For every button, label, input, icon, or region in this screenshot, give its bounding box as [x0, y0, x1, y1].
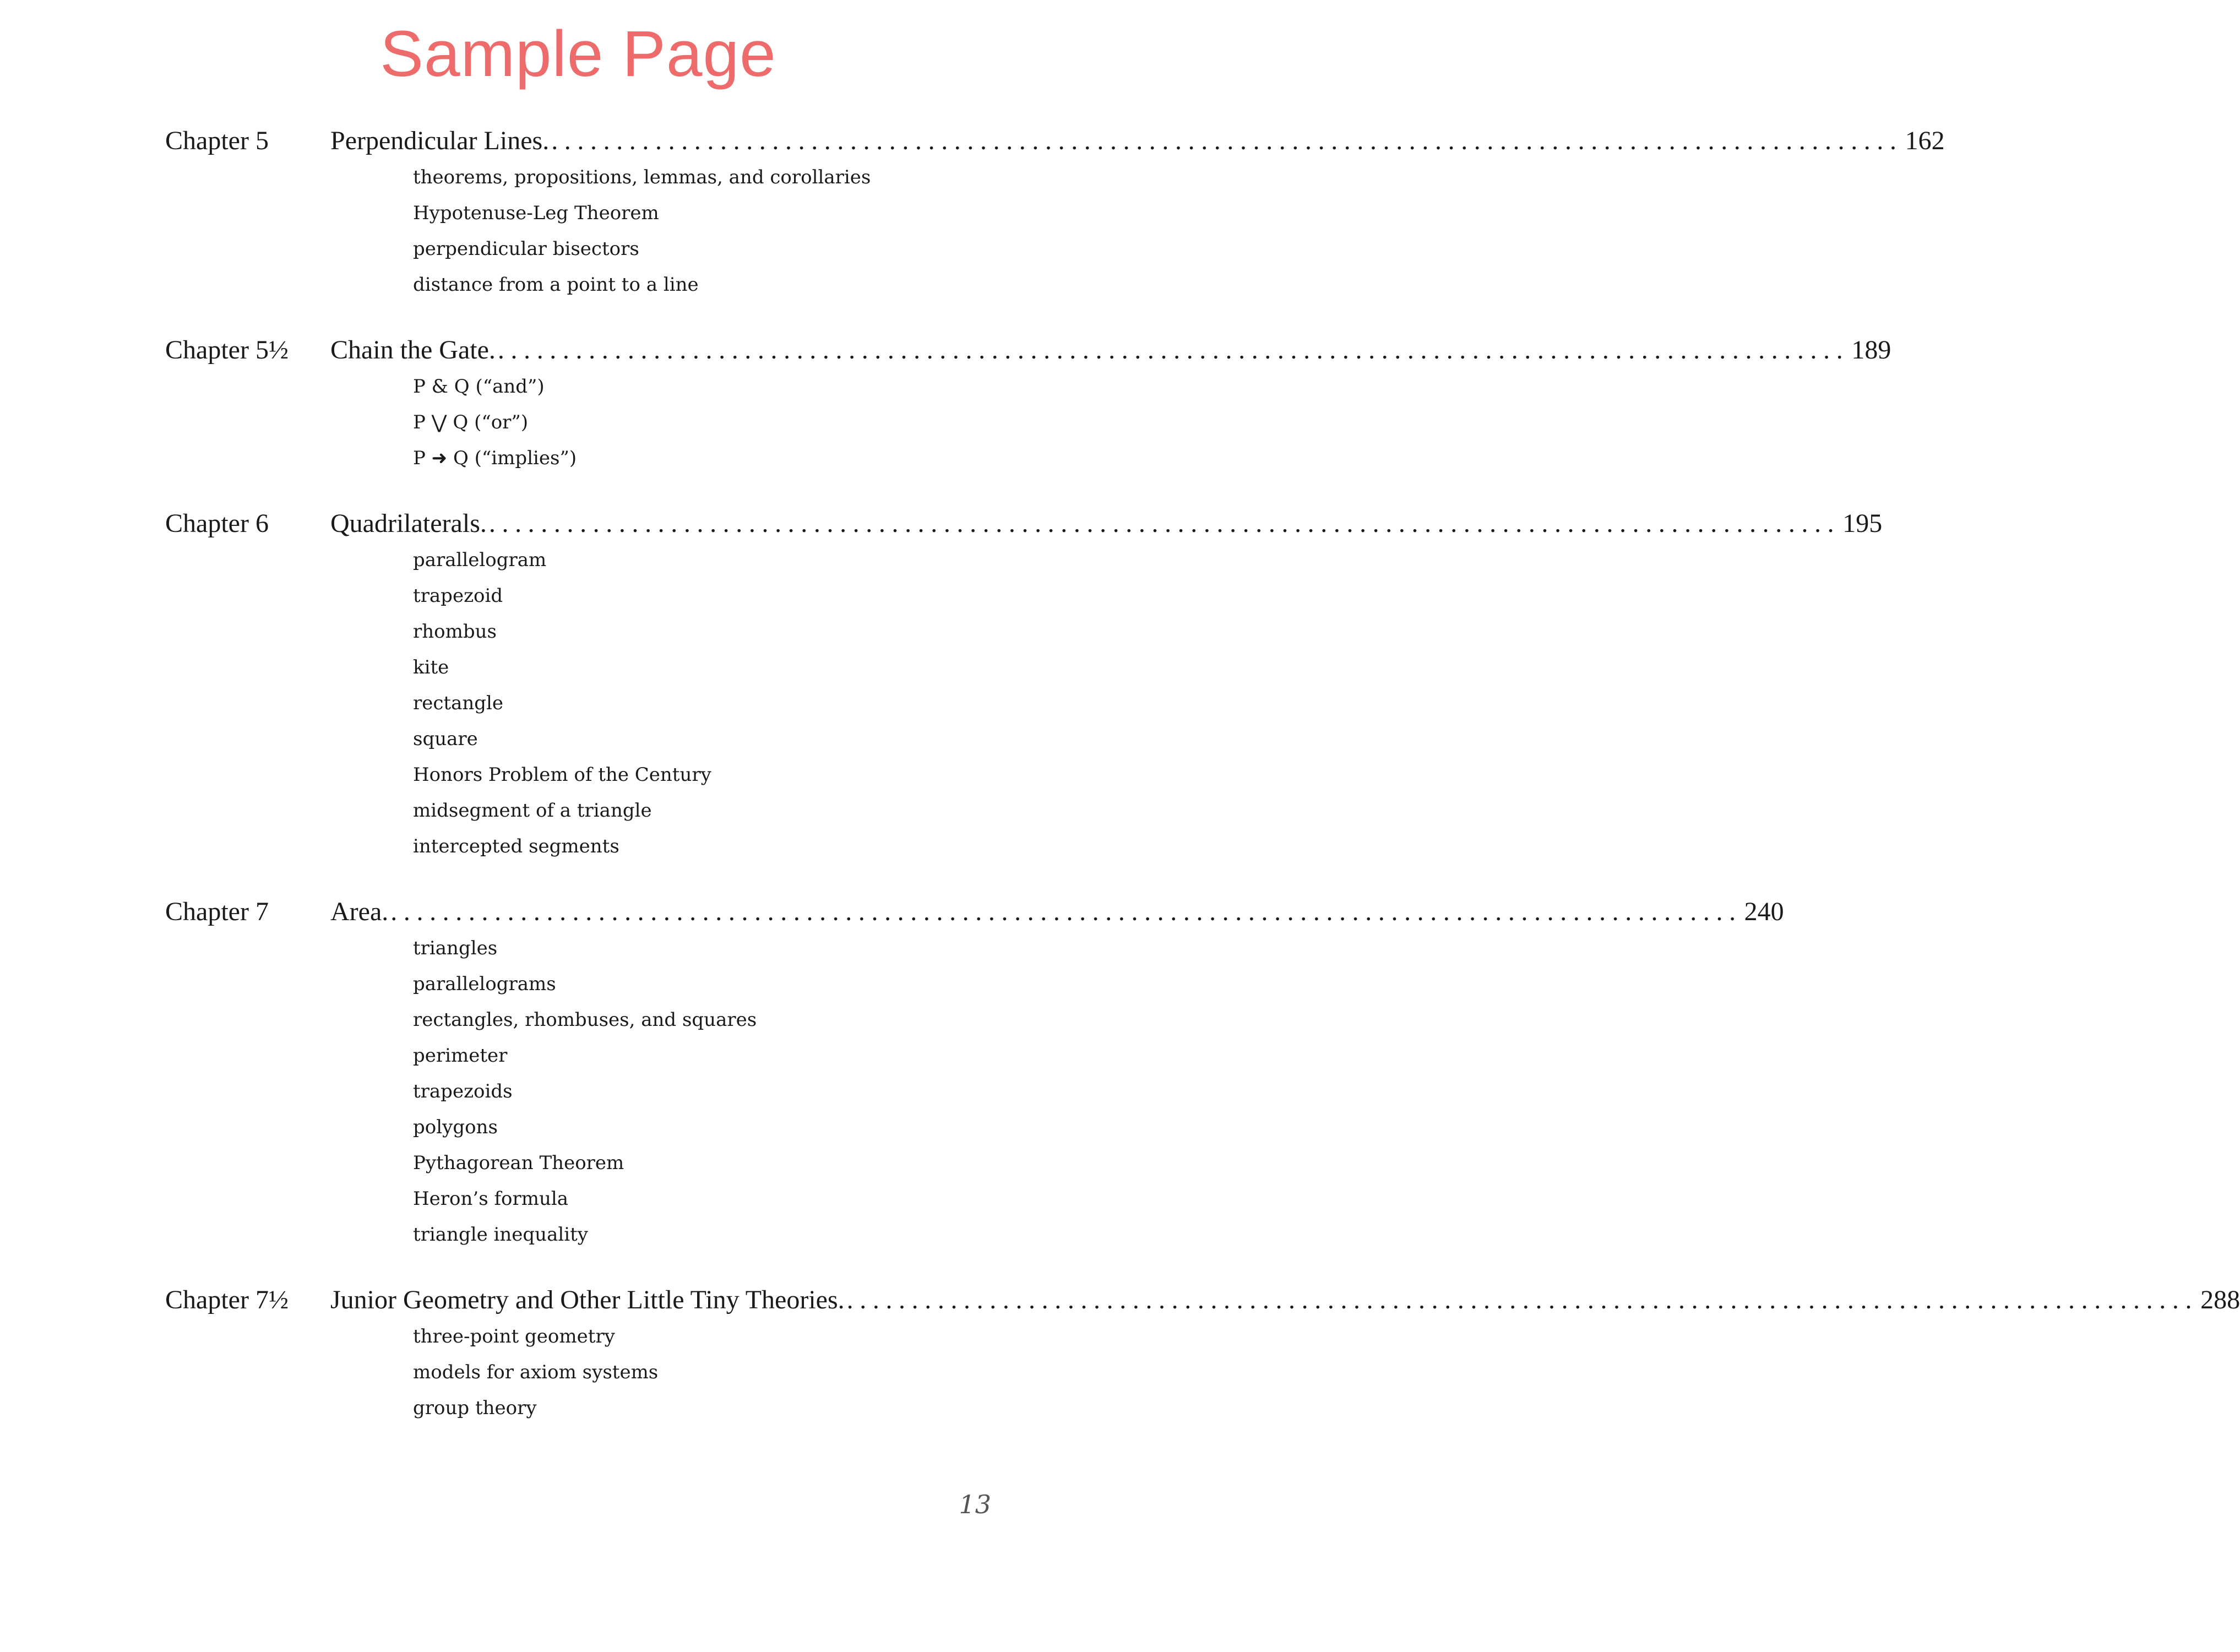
topic-item: P ⋁ Q (“or”) — [413, 411, 529, 433]
chapter-row[interactable] — [165, 332, 1891, 369]
chapter-entry — [330, 122, 1945, 160]
topic-item: perpendicular bisectors — [413, 238, 639, 260]
chapter-title: Quadrilaterals. — [330, 509, 487, 538]
topic-item: parallelograms — [413, 973, 556, 995]
topic-list — [165, 931, 991, 1253]
dot-leader: ........................................................................................................ — [488, 509, 1841, 538]
chapter-title: Chain the Gate. — [330, 335, 496, 365]
topic-item: rhombus — [413, 621, 497, 643]
topic-item: group theory — [413, 1397, 537, 1419]
chapter-row[interactable] — [165, 505, 1883, 542]
topic-item: kite — [413, 656, 449, 678]
chapter-title: Junior Geometry and Other Little Tiny Theories. — [330, 1285, 845, 1314]
dot-leader: ........................................................................................................ — [551, 126, 1903, 155]
topic-item: midsegment of a triangle — [413, 800, 652, 822]
topic-list — [165, 369, 991, 476]
topic-item: rectangle — [413, 692, 504, 714]
chapter-label: Chapter 6 — [165, 509, 269, 538]
chapter-page-number: 195 — [1842, 509, 1883, 538]
topic-item: P ➜ Q (“implies”) — [413, 447, 577, 469]
chapter-row[interactable] — [165, 893, 1784, 931]
topic-list — [165, 1319, 991, 1426]
chapter-6 — [165, 505, 1883, 865]
topic-list — [165, 160, 991, 303]
chapter-title: Perpendicular Lines. — [330, 126, 550, 155]
topic-item: intercepted segments — [413, 835, 619, 857]
topic-item: Pythagorean Theorem — [413, 1152, 624, 1174]
chapter-row[interactable] — [165, 122, 1945, 160]
table-of-contents — [165, 122, 2240, 1455]
chapter-5-half — [165, 332, 1891, 476]
chapter-page-number: 240 — [1744, 897, 1784, 926]
topic-item: triangle inequality — [413, 1224, 588, 1246]
topic-item: rectangles, rhombuses, and squares — [413, 1009, 757, 1031]
page-number: 13 — [959, 1490, 991, 1519]
chapter-entry — [330, 1281, 2240, 1319]
topic-item: perimeter — [413, 1045, 508, 1067]
topic-item: models for axiom systems — [413, 1361, 659, 1383]
topic-item: trapezoid — [413, 585, 503, 607]
chapter-label: Chapter 5 — [165, 126, 269, 155]
topic-item: parallelogram — [413, 549, 547, 571]
chapter-label: Chapter 5½ — [165, 335, 289, 365]
chapter-entry — [330, 505, 1883, 542]
chapter-label: Chapter 7½ — [165, 1285, 289, 1314]
dot-leader: ........................................................................................................ — [497, 335, 1850, 365]
dot-leader: ........................................................................................................ — [390, 897, 1742, 926]
chapter-label: Chapter 7 — [165, 897, 269, 926]
chapter-row[interactable] — [165, 1281, 2240, 1319]
topic-item: three-point geometry — [413, 1325, 615, 1347]
chapter-page-number: 288 — [2200, 1285, 2240, 1314]
topic-item: polygons — [413, 1116, 498, 1138]
chapter-page-number: 189 — [1851, 335, 1891, 365]
topic-item: triangles — [413, 937, 498, 959]
chapter-page-number: 162 — [1905, 126, 1945, 155]
topic-item: P & Q (“and”) — [413, 376, 545, 398]
sample-page-watermark: Sample Page — [380, 18, 776, 90]
topic-item: distance from a point to a line — [413, 274, 699, 296]
dot-leader: ........................................................................................................ — [846, 1285, 2199, 1314]
chapter-title: Area. — [330, 897, 389, 926]
topic-list — [165, 542, 991, 865]
chapter-entry — [330, 332, 1891, 369]
chapter-7 — [165, 893, 1784, 1253]
topic-item: trapezoids — [413, 1080, 513, 1102]
topic-item: Heron’s formula — [413, 1188, 569, 1210]
topic-item: Hypotenuse-Leg Theorem — [413, 202, 659, 224]
topic-item: square — [413, 728, 478, 750]
chapter-entry — [330, 893, 1784, 931]
topic-item: Honors Problem of the Century — [413, 764, 711, 786]
chapter-5 — [165, 122, 1945, 303]
topic-item: theorems, propositions, lemmas, and corollaries — [413, 166, 871, 188]
chapter-7-half — [165, 1281, 2240, 1426]
